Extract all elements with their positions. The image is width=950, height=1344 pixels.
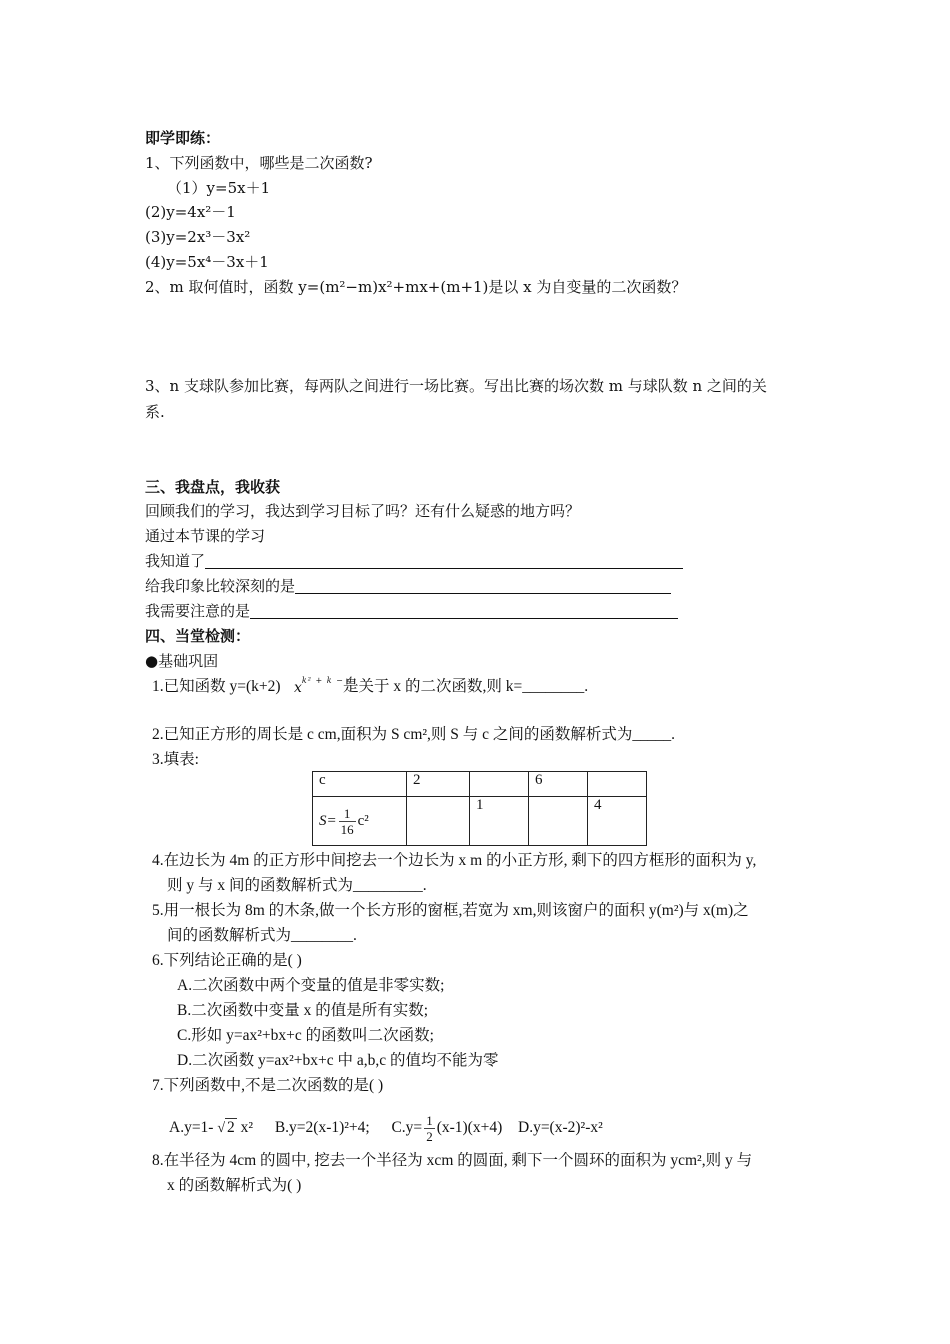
fraction-numerator: 1	[339, 806, 356, 822]
summary-know-blank[interactable]	[205, 554, 683, 569]
fill-table-cell[interactable]	[529, 797, 588, 846]
test-question-8-line2: x 的函数解析式为( )	[167, 1177, 302, 1194]
test-q6-option-d: D.二次函数 y=ax²+bx+c 中 a,b,c 的值均不能为零	[177, 1052, 499, 1069]
test-q6-option-c: C.形如 y=ax²+bx+c 的函数叫二次函数;	[177, 1027, 434, 1044]
practice-q1-option-1: （1）y=5x＋1	[167, 179, 271, 197]
test-q6-option-b: B.二次函数中变量 x 的值是所有实数;	[177, 1002, 429, 1019]
test-question-8-line1: 8.在半径为 4cm 的圆中, 挖去一个半径为 xcm 的圆面, 剩下一个圆环的面积为 ycm²,则 y 与	[152, 1152, 753, 1169]
practice-q1-option-3: (3)y=2x³－3x²	[145, 228, 251, 246]
practice-q1-option-4: (4)y=5x⁴－3x＋1	[145, 253, 269, 271]
fraction-denominator: 2	[426, 1129, 433, 1144]
summary-review: 回顾我们的学习，我达到学习目标了吗？还有什么疑惑的地方吗？	[145, 502, 581, 520]
summary-intro: 通过本节课的学习	[145, 527, 266, 545]
test-question-5-line2: 间的函数解析式为________.	[167, 927, 357, 944]
test-question-5-line1: 5.用一根长为 8m 的木条,做一个长方形的窗框,若宽为 xm,则该窗户的面积 y(m²)与 x(m)之	[152, 902, 749, 919]
formula-fraction	[339, 806, 356, 837]
test-question-4-line1: 4.在边长为 4m 的正方形中间挖去一个边长为 x m 的小正方形, 剩下的四方框形的面积为 y,	[152, 852, 757, 869]
sqrt-sign-icon: √	[217, 1121, 226, 1137]
test-q7-option-c	[391, 1113, 503, 1144]
formula-suffix: c²	[357, 812, 369, 829]
summary-impress-line	[145, 577, 671, 595]
test-question-1-base: x	[294, 680, 302, 696]
test-heading: 四、当堂检测：	[145, 627, 251, 645]
test-question-2: 2.已知正方形的周长是 c cm,面积为 S cm²,则 S 与 c 之间的函数解析式为_____.	[152, 726, 676, 743]
option-a-suffix: x²	[240, 1119, 254, 1137]
fill-table-cell: c	[313, 772, 407, 797]
test-question-7: 7.下列函数中,不是二次函数的是( )	[152, 1077, 384, 1094]
formula-prefix: S=	[319, 812, 337, 829]
sqrt-radicand: 2	[227, 1119, 235, 1137]
summary-impress-blank[interactable]	[295, 579, 671, 594]
option-c-fraction	[424, 1113, 435, 1144]
test-question-1-pre: 1.已知函数 y=(k+2)	[152, 678, 281, 695]
test-question-6: 6.下列结论正确的是( )	[152, 952, 302, 969]
fill-table	[312, 771, 647, 846]
fraction-denominator: 16	[340, 821, 354, 837]
summary-impress-label: 给我印象比较深刻的是	[145, 577, 296, 595]
fill-table-row-c	[313, 772, 647, 797]
summary-attention-line	[145, 602, 678, 620]
summary-attention-label: 我需要注意的是	[145, 602, 251, 620]
test-question-1-post: 是关于 x 的二次函数,则 k=________.	[343, 678, 589, 695]
test-q6-option-a: A.二次函数中两个变量的值是非零实数;	[177, 977, 445, 994]
test-basic-label: ●基础巩固	[145, 652, 219, 670]
practice-question-1: 1、下列函数中，哪些是二次函数?	[145, 154, 373, 172]
summary-heading: 三、我盘点，我收获	[145, 478, 281, 496]
test-question-1-exponent: k² + k − 4	[301, 676, 354, 685]
option-c-suffix: (x-1)(x+4)	[436, 1119, 503, 1137]
fraction-numerator: 1	[426, 1113, 433, 1128]
fill-table-row-s	[313, 797, 647, 846]
fill-table-cell[interactable]	[470, 772, 529, 797]
fill-table-cell: 2	[407, 772, 470, 797]
practice-question-2: 2、m 取何值时，函数 y=(m²−m)x²+mx+(m+1)是以 x 为自变量的二次函数？	[145, 278, 687, 296]
test-q7-option-b: B.y=2(x-1)²+4;	[274, 1119, 370, 1137]
summary-know-label: 我知道了	[145, 552, 206, 570]
fill-table-cell[interactable]	[407, 797, 470, 846]
test-q7-option-d: D.y=(x-2)²-x²	[518, 1119, 603, 1137]
practice-question-3-line1: 3、n 支球队参加比赛，每两队之间进行一场比赛。写出比赛的场次数 m 与球队数 n 之间的关	[145, 377, 767, 395]
practice-heading: 即学即练：	[145, 129, 221, 147]
test-question-4-line2: 则 y 与 x 间的函数解析式为_________.	[167, 877, 427, 894]
practice-q1-option-2: (2)y=4x²－1	[145, 203, 236, 221]
test-q7-option-a	[169, 1119, 253, 1136]
summary-attention-blank[interactable]	[250, 604, 678, 619]
option-a-prefix: A.y=1-	[169, 1119, 214, 1137]
option-c-prefix: C.y=	[391, 1119, 423, 1137]
summary-know-line	[145, 552, 683, 570]
fill-table-cell: 6	[529, 772, 588, 797]
test-q7-options	[169, 1113, 603, 1144]
fill-table-formula-cell	[313, 797, 407, 846]
test-question-3: 3.填表:	[152, 751, 199, 768]
fill-table-cell: 1	[470, 797, 529, 846]
fill-table-cell: 4	[588, 797, 647, 846]
fill-table-cell[interactable]	[588, 772, 647, 797]
practice-question-3-line2: 系.	[145, 403, 165, 421]
